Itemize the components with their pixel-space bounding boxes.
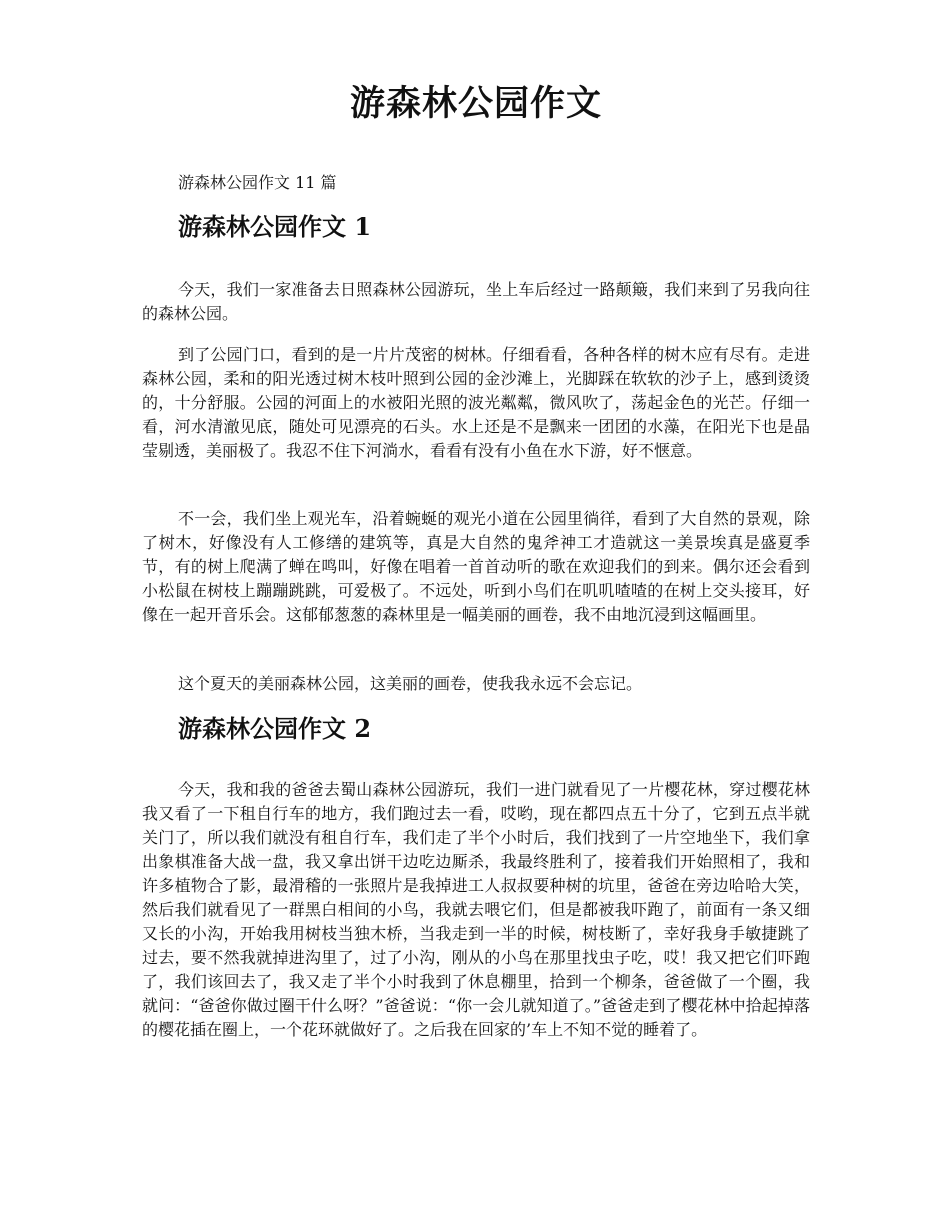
section-2-paragraph-1: 今天，我和我的爸爸去蜀山森林公园游玩，我们一进门就看见了一片樱花林，穿过樱花林我又看了一下租自行车的地方，我们跑过去一看，哎哟，现在都四点五十分了，它到五点半就关门了，所以我们就没有租自行车，我们走了半个小时后，我们找到了一片空地坐下，我们拿出象棋准备大战一盘，我又拿出饼干边吃边厮杀，我最终胜利了，接着我们开始照相了，我和许多植物合了影，最滑稽的一张照片是我掉进工人叔叔要种树的坑里，爸爸在旁边哈哈大笑，然后我们就看见了一群黑白相间的小鸟，我就去喂它们，但是都被我吓跑了，前面有一条又细又长的小沟，开始我用树枝当独木桥，当我走到一半的时候，树枝断了，幸好我身手敏捷跳了过去，要不然我就掉进沟里了，过了小沟，刚从的小鸟在那里找虫子吃，哎！我又把它们吓跑了，我们该回去了，我又走了半个小时我到了休息棚里，拾到一个柳条，爸爸做了一个圈，我就问：“爸爸你做过圈干什么呀？”爸爸说：“你一会儿就知道了。”爸爸走到了樱花林中拾起掉落的樱花插在圈上，一个花环就做好了。之后我在回家的’车上不知不觉的睡着了。 [142,780,810,1039]
document-intro: 游森林公园作文 11 篇 [178,173,337,192]
section-1-paragraph-4: 这个夏天的美丽森林公园，这美丽的画卷，使我我永远不会忘记。 [178,674,643,693]
section-1-paragraph-2: 到了公园门口，看到的是一片片茂密的树林。仔细看看，各种各样的树木应有尽有。走进森林公园，柔和的阳光透过树木枝叶照到公园的金沙滩上，光脚踩在软软的沙子上，感到烫烫的，十分舒服。公园的河面上的水被阳光照的波光粼粼，微风吹了，荡起金色的光芒。仔细一看，河水清澈见底，随处可见漂亮的石头。水上还是不是飘来一团团的水藻，在阳光下也是晶莹剔透，美丽极了。我忍不住下河淌水，看看有没有小鱼在水下游，好不惬意。 [142,345,810,460]
section-1-paragraph-3: 不一会，我们坐上观光车，沿着蜿蜒的观光小道在公园里徜徉，看到了大自然的景观，除了树木，好像没有人工修缮的建筑等，真是大自然的鬼斧神工才造就这一美景埃真是盛夏季节，有的树上爬满了蝉在鸣叫，好像在唱着一首首动听的歌在欢迎我们的到来。偶尔还会看到小松鼠在树枝上蹦蹦跳跳，可爱极了。不远处，听到小鸟们在叽叽喳喳的在树上交头接耳，好像在一起开音乐会。这郁郁葱葱的森林里是一幅美丽的画卷，我不由地沉浸到这幅画里。 [142,509,810,624]
section-heading-2: 游森林公园作文 2 [178,714,372,743]
section-heading-1: 游森林公园作文 1 [178,212,372,241]
section-1-paragraph-1: 今天，我们一家准备去日照森林公园游玩，坐上车后经过一路颠簸，我们来到了另我向往的森林公园。 [142,280,810,323]
document-title: 游森林公园作文 [349,83,602,124]
